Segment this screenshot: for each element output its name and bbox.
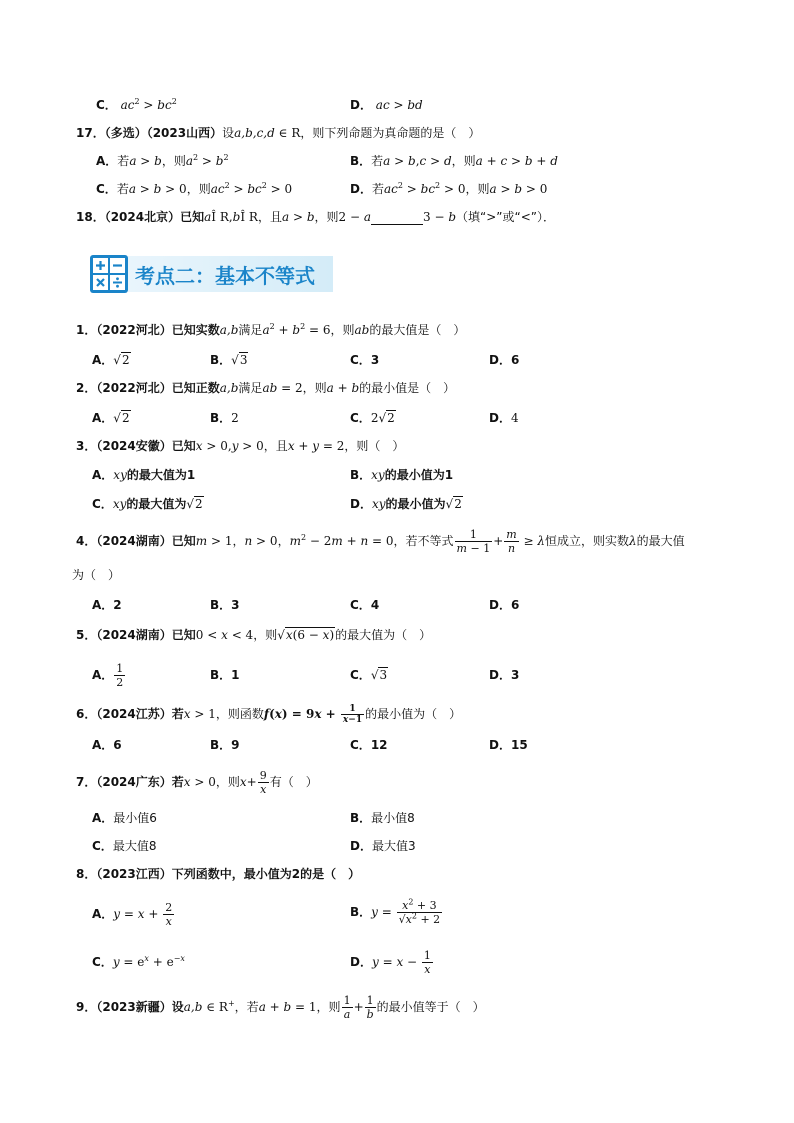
question-number: 17． — [76, 126, 105, 140]
q7-option-d[interactable] — [350, 838, 416, 854]
q18-stem: 18．（2024北京）已知aÎ R,bÎ R，且a > b，则2 − a 3 − b（填“>”或“<”）． — [76, 210, 555, 224]
q3-option-b[interactable]: B．xy的最小值为1 — [350, 468, 454, 482]
stem-text: ，且 — [257, 210, 282, 224]
option-label: B． — [350, 811, 372, 825]
option-label: B． — [210, 598, 232, 612]
option-label: C． — [350, 411, 371, 425]
stem-text: 恒成立，则实数 — [545, 534, 630, 548]
option-label: A． — [92, 738, 114, 752]
option-label: A． — [92, 353, 114, 367]
stem-text: ，则 — [253, 628, 278, 642]
option-text: 若 — [371, 154, 384, 168]
q5-option-c[interactable]: C．√3 — [350, 668, 388, 682]
option-label: A． — [92, 907, 114, 921]
q8-option-b[interactable]: B．y = $\frac{x^2 + 3}{√x^2 + 2}$ — [350, 897, 441, 926]
q2-option-c[interactable]: C．2√2 — [350, 411, 395, 425]
stem-text: （填“>”或“<”）． — [456, 210, 555, 224]
option-label: D． — [489, 411, 511, 425]
option-value: 1 — [231, 668, 240, 682]
option-label: A． — [92, 411, 114, 425]
fraction: $\frac{1}{x-1}$ — [342, 704, 363, 725]
option-label: C． — [92, 955, 113, 969]
q2-stem: 2．（2022河北）已知正数a,b满足ab = 2，则a + b的最小值是（ ） — [76, 381, 456, 395]
option-label: B． — [350, 905, 372, 919]
stem-text: ，若不等式 — [393, 534, 454, 548]
option-label: C． — [350, 598, 371, 612]
fraction: $\frac{1}{b}$ — [366, 994, 374, 1021]
stem-text: ，则 — [330, 323, 355, 337]
option-value: 4 — [370, 598, 380, 612]
question-source: （2024湖南）已知 — [96, 628, 196, 642]
q4-stem: 4．（2024湖南）已知m > 1，n > 0，$m^2 - 2m + n = 0$，若不等式 $\frac{1}{m - 1}$ + $\frac{m}{n}$ ≥ λ恒成立，则实数λ的最大值 — [76, 528, 685, 555]
q8-option-c[interactable]: C．$y = e^x + e^{-x}$ — [92, 954, 185, 969]
fraction: $\frac{m}{n}$ — [506, 528, 517, 555]
q17-option-c[interactable]: C．若a > b > 0，则$ac^2 > bc^2 > 0$ — [96, 181, 293, 196]
question-source: （2023江西）下列函数中，最小值为2的是（ ） — [96, 867, 361, 881]
q4-option-d[interactable] — [489, 597, 519, 613]
q6-option-c[interactable] — [350, 737, 388, 753]
option-text: 最小值8 — [371, 811, 415, 825]
option-label: D． — [489, 598, 511, 612]
option-text: 若 — [371, 182, 384, 196]
option-value: 6 — [113, 738, 122, 752]
q6-stem: 6．（2024江苏）若x > 1，则函数f(x) = 9x + $\frac{1}{x-1}$ 的最小值为（ ） — [76, 704, 462, 725]
question-number: 5． — [76, 628, 97, 642]
option-label: D． — [350, 497, 372, 511]
option-value: 6 — [510, 598, 520, 612]
q6-option-b[interactable] — [210, 737, 240, 753]
stem-text: 满足 — [238, 381, 263, 395]
q17-stem: 17．（多选）（2023山西）设a,b,c,d ∈ R，则下列命题为真命题的是（ ） — [76, 126, 481, 140]
q7-option-b[interactable] — [350, 810, 415, 826]
option-text: 最大值8 — [112, 839, 157, 853]
stem-text: ，则 — [302, 381, 327, 395]
question-number: 6． — [76, 707, 97, 721]
q17-option-b[interactable]: B．若a > b,c > d，则a + c > b + d — [350, 154, 558, 168]
stem-text: ，若 — [234, 1000, 259, 1014]
fraction: $\frac{1}{m - 1}$ — [456, 528, 491, 555]
stem-text: ， — [232, 534, 245, 548]
option-value: 2 — [113, 598, 122, 612]
option-label: D． — [489, 668, 511, 682]
question-source: （2023新疆）设 — [96, 1000, 184, 1014]
q7-option-c[interactable] — [92, 838, 156, 854]
fraction: $\frac{1}{x}$ — [423, 949, 431, 976]
option-label: A． — [92, 468, 114, 482]
option-label: D． — [350, 98, 372, 112]
option-value: 12 — [370, 738, 388, 752]
q4-option-b[interactable] — [210, 597, 240, 613]
option-text: 若 — [117, 154, 130, 168]
fraction: $\frac{x^2 + 3}{√x^2 + 2}$ — [398, 897, 441, 926]
option-text: ，则 — [186, 182, 211, 196]
fraction: $\frac{2}{x}$ — [165, 901, 173, 928]
option-label: B． — [210, 738, 232, 752]
option-label: D． — [350, 839, 372, 853]
section-title: 考点二：基本不等式 — [135, 264, 315, 288]
q8-stem — [76, 866, 360, 882]
option-text: 的最小值为1 — [384, 468, 454, 482]
fraction: $\frac{1}{a}$ — [343, 994, 351, 1021]
option-label: A． — [92, 598, 114, 612]
q2-option-a[interactable]: A．√2 — [92, 411, 130, 425]
q1-option-b[interactable]: B．√3 — [210, 353, 248, 367]
calculator-icon — [90, 255, 128, 293]
option-label: C． — [96, 182, 117, 196]
q3-option-a[interactable]: A．xy的最大值为1 — [92, 468, 196, 482]
option-label: C． — [350, 353, 371, 367]
q2-option-d[interactable] — [489, 410, 519, 426]
question-source: （2022河北）已知实数 — [96, 323, 220, 337]
option-text: 最大值3 — [371, 839, 416, 853]
q8-option-d[interactable]: D．y = x − $\frac{1}{x}$ — [350, 949, 431, 976]
stem-text: 的最小值是（ ） — [359, 381, 456, 395]
option-label: A． — [96, 154, 118, 168]
stem-text: ， — [277, 534, 290, 548]
q5-option-b[interactable] — [210, 667, 240, 683]
option-label: C． — [350, 668, 371, 682]
option-label: C． — [96, 98, 117, 112]
option-value: 9 — [231, 738, 240, 752]
q17-option-a[interactable]: A．若a > b，则$a^2 > b^2$ — [96, 153, 229, 168]
stem-text: 满足 — [238, 323, 263, 337]
option-text: 的最大值为1 — [126, 468, 196, 482]
stem-text: 的最小值等于（ ） — [376, 1000, 485, 1014]
stem-text: 设 — [222, 126, 235, 140]
stem-text: ，则函数 — [215, 707, 264, 721]
stem-text: ，且 — [263, 439, 288, 453]
q3-option-d[interactable]: D．xy的最小值为√2 — [350, 497, 462, 511]
option-label: C． — [92, 839, 113, 853]
q8-option-a[interactable]: A．y = x + $\frac{2}{x}$ — [92, 901, 173, 928]
question-source: （2024江苏）若 — [96, 707, 184, 721]
option-label: B． — [350, 468, 372, 482]
q7-stem: 7．（2024广东）若x > 0，则x+ $\frac{9}{x}$ 有（ ） — [76, 769, 318, 796]
option-label: A． — [92, 668, 114, 682]
option-value: 15 — [510, 738, 528, 752]
option-text: 的最大值为 — [126, 497, 187, 511]
question-number: 18． — [76, 210, 105, 224]
question-number: 3． — [76, 439, 97, 453]
option-text: ，则 — [161, 154, 186, 168]
stem-text: ，则（ ） — [344, 439, 405, 453]
option-value: 3 — [370, 353, 380, 367]
q9-stem: 9．（2023新疆）设a,b ∈ R+，若a + b = 1，则 $\frac{1}{a}$ + $\frac{1}{b}$ 的最小值等于（ ） — [76, 994, 485, 1021]
q4-option-c[interactable] — [350, 597, 379, 613]
question-source: （2022河北）已知正数 — [96, 381, 220, 395]
option-label: C． — [350, 738, 371, 752]
q16-option-c[interactable]: C． $ac^2 > bc^2$ — [96, 97, 177, 112]
q5-option-a[interactable] — [92, 660, 126, 690]
q1-stem: 1．（2022河北）已知实数a,b满足$a^2 + b^2 = 6$，则ab的最大值是（ ） — [76, 322, 466, 337]
option-text: 的最小值为 — [385, 497, 446, 511]
option-label: B． — [210, 668, 232, 682]
fraction: $\frac{9}{x}$ — [259, 769, 267, 796]
q3-option-c[interactable]: C．xy的最大值为√2 — [92, 497, 203, 511]
option-text: 若 — [116, 182, 129, 196]
option-value: 3 — [510, 668, 520, 682]
q2-option-b[interactable] — [210, 410, 239, 426]
option-value: 4 — [510, 411, 519, 425]
question-number: 7． — [76, 775, 97, 789]
question-number: 9． — [76, 1000, 97, 1014]
option-value: 2 — [231, 411, 239, 425]
question-source: （2024北京）已知 — [104, 210, 205, 224]
option-label: C． — [92, 497, 113, 511]
q1-option-a[interactable]: A．√2 — [92, 353, 130, 367]
q5-stem: 5．（2024湖南）已知0 < x < 4，则√x(6 − x)的最大值为（ ） — [76, 628, 432, 642]
option-value: 6 — [510, 353, 520, 367]
q1-option-d[interactable] — [489, 352, 519, 368]
option-label: D． — [350, 182, 372, 196]
q7-option-a[interactable] — [92, 810, 157, 826]
option-value: 3 — [231, 598, 240, 612]
option-text: ，则 — [465, 182, 490, 196]
q5-option-d[interactable] — [489, 667, 519, 683]
question-number: 8． — [76, 867, 97, 881]
question-number: 1． — [76, 323, 97, 337]
option-label: B． — [210, 411, 232, 425]
stem-text: ，则 — [316, 1000, 341, 1014]
option-label: D． — [489, 738, 511, 752]
question-number: 4． — [76, 534, 97, 548]
stem-text: ，则 — [314, 210, 339, 224]
stem-text: 的最大值为（ ） — [335, 628, 432, 642]
fraction: $\frac{1}{2}$ — [116, 662, 124, 689]
stem-text: 的最大值是（ ） — [369, 323, 466, 337]
q6-option-a[interactable] — [92, 737, 122, 753]
stem-text: 的最大值 — [636, 534, 685, 548]
stem-text: 有（ ） — [269, 775, 318, 789]
q4-stem-cont: 为（ ） — [72, 568, 121, 582]
q17-option-d[interactable]: D．若$ac^2 > bc^2 > 0$，则a > b > 0 — [350, 181, 548, 196]
stem-text: ，则下列命题为真命题的是（ ） — [300, 126, 481, 140]
question-source: （多选）（2023山西） — [104, 126, 223, 140]
q6-option-d[interactable] — [489, 737, 528, 753]
option-label: D． — [489, 353, 511, 367]
option-label: A． — [92, 811, 114, 825]
question-number: 2． — [76, 381, 97, 395]
question-source: （2024湖南）已知 — [96, 534, 196, 548]
q1-option-c[interactable] — [350, 352, 379, 368]
q16-option-d[interactable]: D． ac > bd — [350, 98, 423, 112]
stem-text: ，则 — [215, 775, 240, 789]
q3-stem: 3．（2024安徽）已知x > 0,y > 0，且x + y = 2，则（ ） — [76, 439, 405, 453]
question-source: （2024安徽）已知 — [96, 439, 196, 453]
option-label: B． — [350, 154, 372, 168]
question-source: （2024广东）若 — [96, 775, 184, 789]
stem-text: 的最小值为（ ） — [365, 707, 462, 721]
option-label: D． — [350, 955, 372, 969]
option-label: B． — [210, 353, 232, 367]
answer-blank[interactable] — [371, 212, 423, 225]
option-text: 最小值6 — [113, 811, 157, 825]
q4-option-a[interactable] — [92, 597, 122, 613]
option-text: ，则 — [451, 154, 476, 168]
